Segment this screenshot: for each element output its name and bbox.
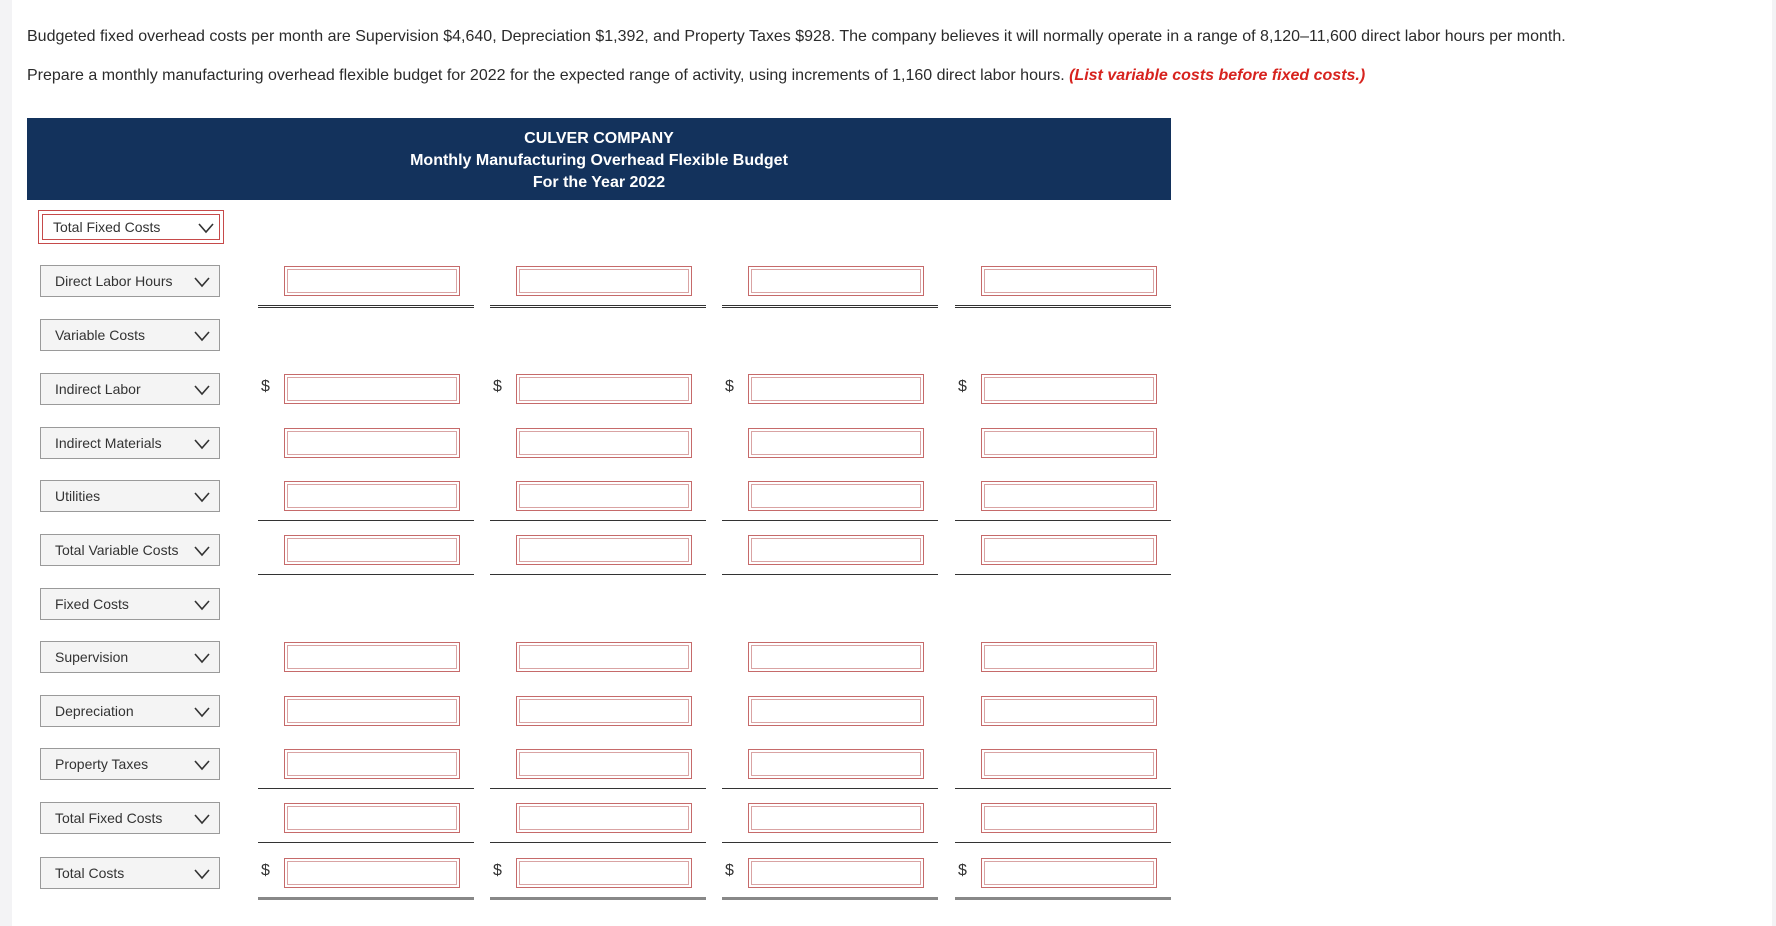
total-fixed-costs-input-col-1[interactable]	[284, 803, 460, 833]
question-text-2	[27, 67, 1365, 85]
underline	[955, 305, 1171, 308]
chevron-down-icon	[197, 221, 215, 233]
row-label-text: Fixed Costs	[55, 596, 129, 612]
underline	[955, 574, 1171, 575]
utilities-input-col-3[interactable]	[748, 481, 924, 511]
property-taxes-input-col-4[interactable]	[981, 749, 1157, 779]
total-variable-costs-input-col-1[interactable]	[284, 535, 460, 565]
underline	[722, 520, 938, 521]
direct-labor-hours-input-col-2[interactable]	[516, 266, 692, 296]
chevron-down-icon	[193, 490, 211, 502]
row-label-select-utilities[interactable]	[40, 480, 220, 512]
budget-period: For the Year 2022	[532, 174, 666, 191]
depreciation-input-col-1[interactable]	[284, 696, 460, 726]
row-label-text: Depreciation	[55, 703, 134, 719]
row-label-select-total-fixed-costs[interactable]	[40, 802, 220, 834]
row-label-select-variable-costs[interactable]	[40, 319, 220, 351]
total-fixed-costs-input-col-2[interactable]	[516, 803, 692, 833]
row-label-text: Variable Costs	[55, 327, 146, 343]
underline	[258, 842, 474, 843]
underline	[955, 897, 1171, 900]
row-label-select-indirect-labor[interactable]	[40, 373, 220, 405]
chevron-down-icon	[193, 383, 211, 395]
indirect-materials-input-col-1[interactable]	[284, 428, 460, 458]
total-variable-costs-input-col-2[interactable]	[516, 535, 692, 565]
chevron-down-icon	[193, 651, 211, 663]
row-label-text: Supervision	[55, 649, 129, 665]
dollar-sign: $	[261, 862, 270, 879]
dollar-sign: $	[958, 378, 967, 395]
underline	[955, 842, 1171, 843]
dollar-sign: $	[725, 378, 734, 395]
indirect-materials-input-col-4[interactable]	[981, 428, 1157, 458]
dollar-sign: $	[958, 862, 967, 879]
question-instruction: Prepare a monthly manufacturing overhead flexible budget for 2022 for the expected range of activity, using increments of 1,160 direct labor hours.	[27, 67, 1065, 84]
chevron-down-icon	[193, 758, 211, 770]
underline	[722, 305, 938, 308]
row-label-select-supervision[interactable]	[40, 641, 220, 673]
total-variable-costs-input-col-3[interactable]	[748, 535, 924, 565]
row-label-text: Indirect Materials	[55, 435, 162, 451]
direct-labor-hours-input-col-4[interactable]	[981, 266, 1157, 296]
indirect-labor-input-col-3[interactable]	[748, 374, 924, 404]
budget-title: Monthly Manufacturing Overhead Flexible Budget	[410, 152, 788, 169]
underline	[258, 788, 474, 789]
underline	[722, 897, 938, 900]
depreciation-input-col-4[interactable]	[981, 696, 1157, 726]
underline	[258, 305, 474, 308]
underline	[490, 788, 706, 789]
row-label-select-total-costs[interactable]	[40, 857, 220, 889]
underline	[490, 574, 706, 575]
underline	[258, 897, 474, 900]
property-taxes-input-col-1[interactable]	[284, 749, 460, 779]
underline	[490, 305, 706, 308]
dollar-sign: $	[261, 378, 270, 395]
indirect-labor-input-col-4[interactable]	[981, 374, 1157, 404]
chevron-down-icon	[193, 705, 211, 717]
indirect-labor-input-col-1[interactable]	[284, 374, 460, 404]
total-costs-input-col-4[interactable]	[981, 858, 1157, 888]
row-label-select-depreciation[interactable]	[40, 695, 220, 727]
property-taxes-input-col-2[interactable]	[516, 749, 692, 779]
property-taxes-input-col-3[interactable]	[748, 749, 924, 779]
underline	[258, 520, 474, 521]
budget-header	[27, 118, 1171, 200]
underline	[722, 842, 938, 843]
row-label-text: Total Variable Costs	[55, 542, 179, 558]
total-costs-input-col-3[interactable]	[748, 858, 924, 888]
row-label-text: Total Fixed Costs	[55, 810, 163, 826]
row-label-select-total-variable-costs[interactable]	[40, 534, 220, 566]
total-fixed-costs-input-col-4[interactable]	[981, 803, 1157, 833]
underline	[490, 842, 706, 843]
indirect-labor-input-col-2[interactable]	[516, 374, 692, 404]
direct-labor-hours-input-col-1[interactable]	[284, 266, 460, 296]
underline	[258, 574, 474, 575]
page	[12, 0, 1772, 926]
row-label-select-fixed-costs[interactable]	[40, 588, 220, 620]
row-label-text: Total Fixed Costs	[53, 219, 161, 235]
underline	[490, 520, 706, 521]
chevron-down-icon	[193, 275, 211, 287]
chevron-down-icon	[193, 812, 211, 824]
direct-labor-hours-input-col-3[interactable]	[748, 266, 924, 296]
depreciation-input-col-2[interactable]	[516, 696, 692, 726]
utilities-input-col-1[interactable]	[284, 481, 460, 511]
dollar-sign: $	[493, 862, 502, 879]
total-fixed-costs-input-col-3[interactable]	[748, 803, 924, 833]
company-name: CULVER COMPANY	[524, 130, 674, 147]
underline	[722, 574, 938, 575]
dollar-sign: $	[725, 862, 734, 879]
utilities-input-col-4[interactable]	[981, 481, 1157, 511]
row-label-text: Property Taxes	[55, 756, 149, 772]
supervision-input-col-3[interactable]	[748, 642, 924, 672]
chevron-down-icon	[193, 544, 211, 556]
supervision-input-col-4[interactable]	[981, 642, 1157, 672]
row-label-select-total-fixed-costs[interactable]	[38, 210, 224, 244]
row-label-select-indirect-materials[interactable]	[40, 427, 220, 459]
total-costs-input-col-2[interactable]	[516, 858, 692, 888]
underline	[955, 520, 1171, 521]
row-label-text: Utilities	[55, 488, 101, 504]
indirect-materials-input-col-2[interactable]	[516, 428, 692, 458]
depreciation-input-col-3[interactable]	[748, 696, 924, 726]
row-label-text: Indirect Labor	[55, 381, 141, 397]
supervision-input-col-1[interactable]	[284, 642, 460, 672]
dollar-sign: $	[493, 378, 502, 395]
chevron-down-icon	[193, 329, 211, 341]
underline	[490, 897, 706, 900]
underline	[955, 788, 1171, 789]
utilities-input-col-2[interactable]	[516, 481, 692, 511]
underline	[722, 788, 938, 789]
question-note: (List variable costs before fixed costs.)	[1069, 67, 1366, 84]
chevron-down-icon	[193, 867, 211, 879]
total-variable-costs-input-col-4[interactable]	[981, 535, 1157, 565]
row-label-select-property-taxes[interactable]	[40, 748, 220, 780]
row-label-text: Direct Labor Hours	[55, 273, 173, 289]
indirect-materials-input-col-3[interactable]	[748, 428, 924, 458]
supervision-input-col-2[interactable]	[516, 642, 692, 672]
question-text-1: Budgeted fixed overhead costs per month are Supervision $4,640, Depreciation $1,392, and Property Taxes $928. The company believes it will normally operate in a range of 8,120–11,600 direct labor hours per month.	[27, 28, 1566, 45]
total-costs-input-col-1[interactable]	[284, 858, 460, 888]
chevron-down-icon	[193, 437, 211, 449]
row-label-select-direct-labor-hours[interactable]	[40, 265, 220, 297]
chevron-down-icon	[193, 598, 211, 610]
row-label-text: Total Costs	[55, 865, 125, 881]
